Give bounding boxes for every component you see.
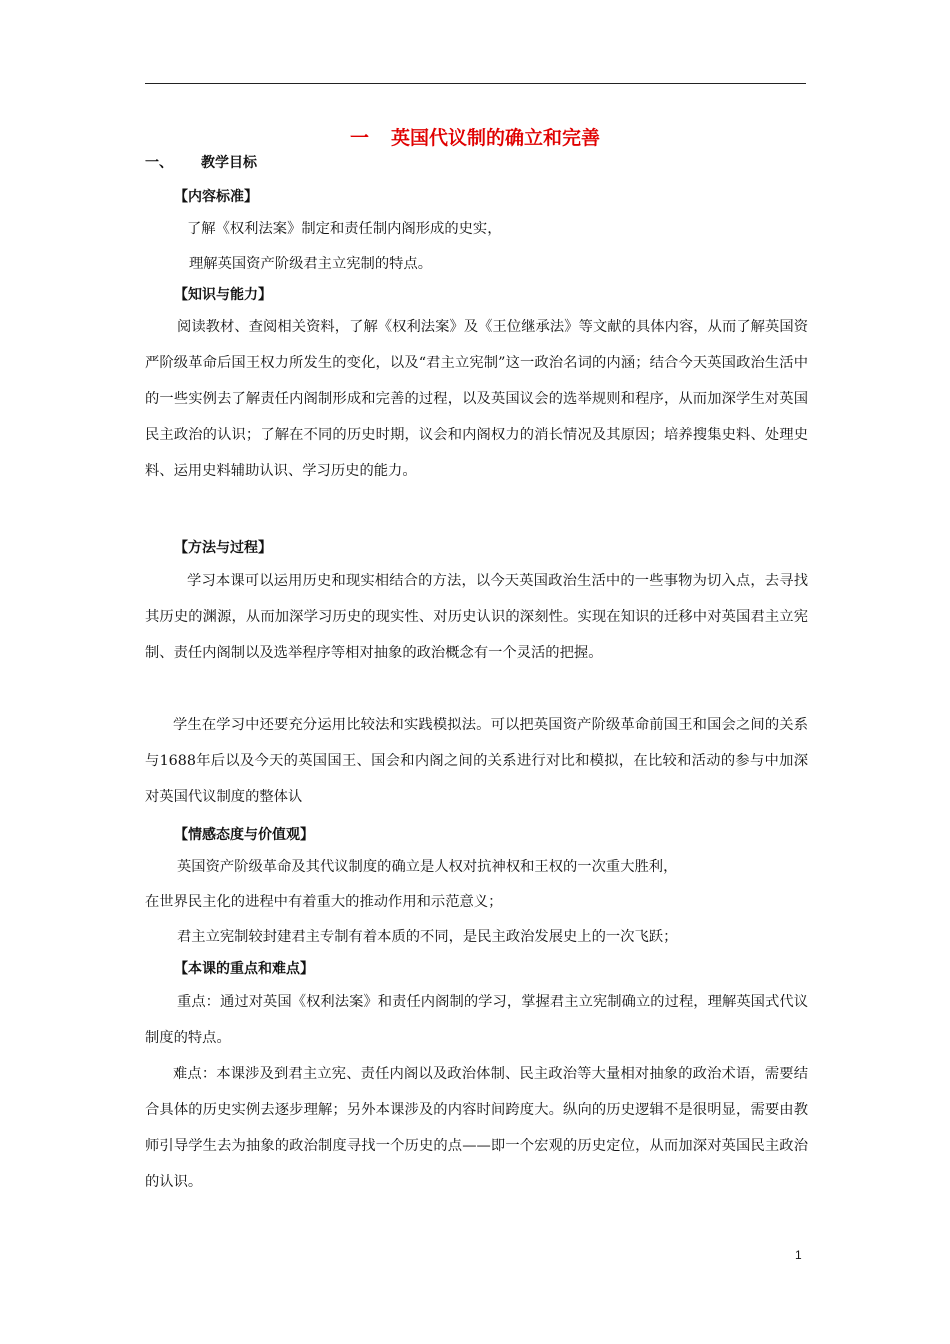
paragraph: 英国资产阶级革命及其代议制度的确立是人权对抗神权和王权的一次重大胜利， <box>177 859 678 875</box>
paragraph: 学习本课可以运用历史和现实相结合的方法，以今天英国政治生活中的一些事物为切入点，去寻找其历史的渊源，从而加深学习历史的现实性、对历史认识的深刻性。实现在知识的迁移中对英国君主立宪制、责任内阁制以及选举程序等相对抽象的政治概念有一个灵活的把握。 <box>145 573 808 661</box>
title-text: 英国代议制的确立和完善 <box>391 127 601 149</box>
paragraph: 在世界民主化的进程中有着重大的推动作用和示范意义； <box>145 894 503 910</box>
paragraph: 阅读教材、查阅相关资料，了解《权利法案》及《王位继承法》等文献的具体内容，从而了解英国资严阶级革命后国王权力所发生的变化，以及“君主立宪制”这一政治名词的内涵；结合今天英国政治生活中的一些实例去了解责任内阁制形成和完善的过程，以及英国议会的选举规则和程序，从而加深学生对英国民主政治的认识；了解在不同的历史时期，议会和内阁权力的消长情况及其原因；培养搜集史料、处理史料、运用史料辅助认识、学习历史的能力。 <box>145 319 808 479</box>
heading-method-process: 【方法与过程】 <box>174 540 272 556</box>
heading-content-standard: 【内容标准】 <box>174 189 258 205</box>
page-title <box>0 124 950 152</box>
section-heading <box>145 152 257 172</box>
heading-knowledge-ability: 【知识与能力】 <box>174 287 272 303</box>
title-number: 一 <box>349 127 369 149</box>
paragraph: 重点：通过对英国《权利法案》和责任内阁制的学习，掌握君主立宪制确立的过程，理解英国式代议制度的特点。 <box>145 994 808 1046</box>
heading-attitude-values: 【情感态度与价值观】 <box>174 827 314 843</box>
header-rule <box>145 83 806 84</box>
paragraph: 难点：本课涉及到君主立宪、责任内阁以及政治体制、民主政治等大量相对抽象的政治术语，需要结合具体的历史实例去逐步理解；另外本课涉及的内容时间跨度大。纵向的历史逻辑不是很明显，需要由教师引导学生去为抽象的政治制度寻找一个历史的点——即一个宏观的历史定位，从而加深对英国民主政治的认识。 <box>145 1066 808 1190</box>
section-index: 一、 <box>145 155 173 171</box>
paragraph: 君主立宪制较封建君主专制有着本质的不同，是民主政治发展史上的一次飞跃； <box>177 929 678 945</box>
paragraph: 学生在学习中还要充分运用比较法和实践模拟法。可以把英国资产阶级革命前国王和国会之间的关系与1688年后以及今天的英国国王、国会和内阁之间的关系进行对比和模拟，在比较和活动的参与中加深对英国代议制度的整体认 <box>145 717 808 805</box>
page-number: 1 <box>795 1248 802 1262</box>
section-title: 教学目标 <box>201 155 257 171</box>
heading-key-points: 【本课的重点和难点】 <box>174 961 314 977</box>
paragraph: 理解英国资产阶级君主立宪制的特点。 <box>189 256 433 272</box>
paragraph: 了解《权利法案》制定和责任制内阁形成的史实， <box>187 221 502 237</box>
